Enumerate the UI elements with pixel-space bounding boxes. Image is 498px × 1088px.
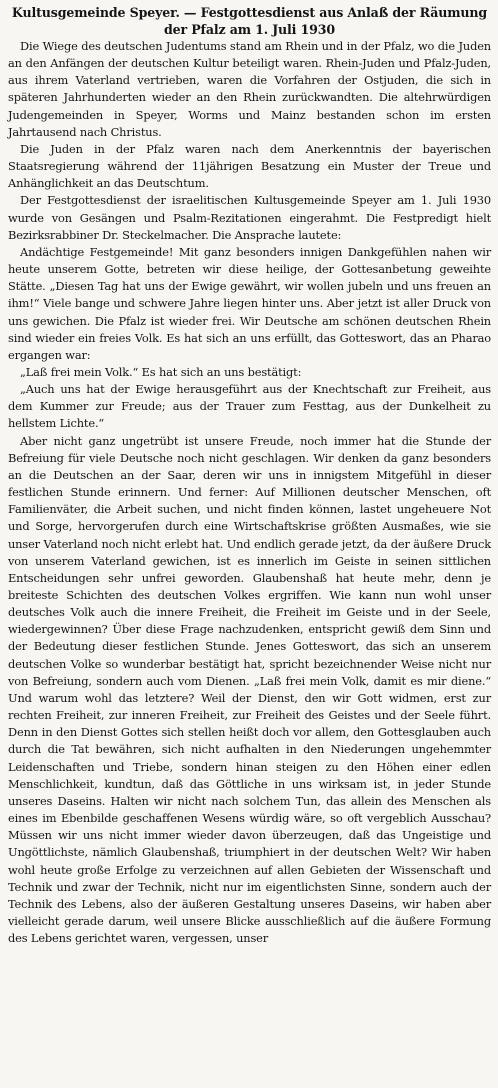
- paragraph-quote-let-my-people-go: „Laß frei mein Volk.“ Es hat sich an uns bestätigt:: [20, 364, 302, 379]
- paragraph-sermon-opening: Andächtige Festgemeinde! Mit ganz besonders innigen Dankgefühlen nahen wir heute unserem Gotte, betreten wir diese heilige, der Gottesanbetung geweihte Stätte. „Diesen Tag hat uns der Ewige gewährt, wir wollen jubeln und uns freuen an ihm!“ Viele bange und schwere Jahre liegen hinter uns. Aber jetzt ist aller Druck von uns gewichen. Die Pfalz ist wieder frei. Wir Deutsche am schönen deutschen Rhein sind wieder ein freies Volk. Es hat sich an uns erfüllt, das Gotteswort, das an Pharao ergangen war:: [8, 244, 491, 362]
- paragraph-pfalz-loyalty: Die Juden in der Pfalz waren nach dem Anerkenntnis der bayerischen Staatsregierung während der 11jährigen Besatzung ein Muster der Treue und Anhänglichkeit an das Deutschtum.: [8, 141, 491, 191]
- paragraph-quote-freedom: „Auch uns hat der Ewige herausgeführt aus der Knechtschaft zur Freiheit, aus dem Kummer zur Freude; aus der Trauer zum Festtag, aus der Dunkelheit zu hellstem Lichte.“: [8, 382, 491, 431]
- paragraph-intro: Die Wiege des deutschen Judentums stand am Rhein und in der Pfalz, wo die Juden an den Anfängen der deutschen Kultur beteiligt waren. Rhein-Juden und Pfalz-Juden, aus ihrem Vaterland vertrieben, waren die Vorfahren der Ostjuden, die sich in späteren Jahrhunderten wieder an den Rhein zurückwandten. Die altehrwürdigen Judengemeinden in Speyer, Worms und Mainz bestanden schon im ersten Jahrtausend nach Christus.: [8, 39, 491, 139]
- paragraph-festgottesdienst: Der Festgottesdienst der israelitischen Kultusgemeinde Speyer am 1. Juli 1930 wurde von Gesängen und Psalm-Rezitationen eingerahmt. Die Festpredigt hielt Bezirksrabbiner Dr. Steckelmacher. Die Ansprache lautete:: [8, 193, 491, 242]
- article-headline: Kultusgemeinde Speyer. — Festgottesdienst aus Anlaß der Räumung der Pfalz am 1. Juli 1930: [11, 5, 488, 37]
- paragraph-sermon-main: Aber nicht ganz ungetrübt ist unsere Freude, noch immer hat die Stunde der Befreiung für viele Deutsche noch nicht geschlagen. Wir denken da ganz besonders an die Deutschen an der Saar, deren wir uns in innigstem Mitgefühl in dieser festlichen Stunde erinnern. Und ferner: Auf Millionen deutscher Menschen, oft Familienväter, die Arbeit suchen, und nicht finden können, lastet ungeheuere Not und Sorge, hervorgerufen durch eine Wirtschaftskrise größten Ausmaßes, wie sie unser Vaterland noch nicht erlebt hat. Und endlich gerade jetzt, da der äußere Druck von unserem Vaterland gewichen, ist es innerlich im Geiste in seinen sittlichen Entscheidungen sehr unfrei geworden. Glaubenshaß hat heute mehr, denn je breiteste Schichten des deutschen Volkes ergriffen. Wie kann nun wohl unser deutsches Volk auch die innere Freiheit, die Freiheit im Geiste und in der Seele, wiedergewinnen? Über diese Frage nachzudenken, entspricht gewiß dem Sinn und der Bedeutung dieser festlichen Stunde. Jenes Gotteswort, das sich an unserem deutschen Volke so wunderbar bestätigt hat, spricht bezeichnender Weise nicht nur von Befreiung, sondern auch vom Dienen. „Laß frei mein Volk, damit es mir diene.“ Und warum wohl das letztere? Weil der Dienst, den wir Gott widmen, erst zur rechten Freiheit, zur inneren Freiheit, zur Freiheit des Geistes und der Seele führt. Denn in den Dienst Gottes sich stellen heißt doch vor allem, den Gottesglauben auch durch die Tat bewähren, sich nicht aufhalten in den Niederungen ungehemmter Leidenschaften und Triebe, sondern hinan steigen zu den Höhen einer edlen Menschlichkeit, kundtun, daß das Göttliche in uns wirksam ist, in jeder Stunde unseres Daseins. Halten wir nicht nach solchem Tun, das allein des Menschen als eines im Ebenbilde geschaffenen Wesens würdig wäre, so oft vergeblich Ausschau? Müssen wir uns nicht immer wieder davon überzeugen, daß das Ungeistige und Ungöttlichste, nämlich Glaubenshaß, triumphiert in der deutschen Welt? Wir haben wohl heute große Erfolge zu verzeichnen auf allen Gebieten der Wissenschaft und Technik und zwar der Technik, nicht nur im eigentlichsten Sinne, sondern auch der Technik des Lebens, also der äußeren Gestaltung unseres Daseins, wir haben aber vielleicht gerade darum, weil unsere Blicke ausschließlich auf die äußere Formung des Lebens gerichtet waren, vergessen, unser: [8, 433, 491, 946]
- article-body: [8, 38, 491, 947]
